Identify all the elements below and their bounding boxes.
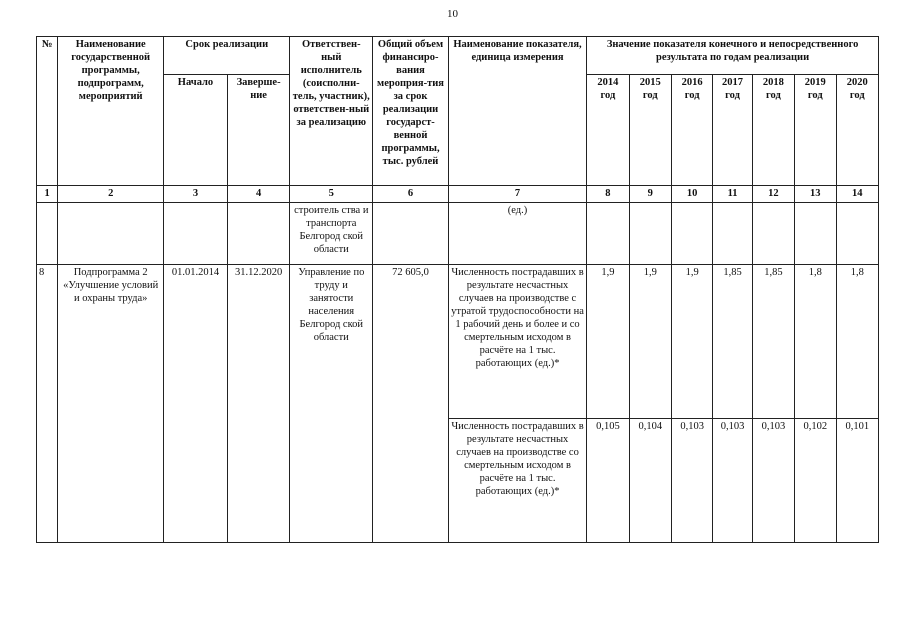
indicator-value: 1,8 bbox=[795, 265, 836, 419]
header-financing: Общий объем финансиро-вания мероприя-тия за срок реализации государст-венной программы, тыс. рублей bbox=[373, 37, 449, 186]
column-number: 8 bbox=[587, 186, 629, 202]
header-executor: Ответствен-ный исполнитель (соисполни-тель, участник), ответствен-ный за реализацию bbox=[290, 37, 373, 186]
indicator-value: 0,103 bbox=[713, 418, 752, 542]
indicator-value: 1,9 bbox=[671, 265, 712, 419]
continuation-executor: строитель ства и транспорта Белгород ской области bbox=[290, 202, 373, 265]
indicator-value: 0,103 bbox=[671, 418, 712, 542]
header-year: 2019 год bbox=[795, 75, 836, 186]
indicator-value: 1,85 bbox=[752, 265, 794, 419]
start-date: 01.01.2014 bbox=[164, 265, 228, 543]
indicator-value: 0,105 bbox=[587, 418, 629, 542]
column-number: 14 bbox=[836, 186, 879, 202]
header-year: 2016 год bbox=[671, 75, 712, 186]
continuation-indicator: (ед.) bbox=[448, 202, 586, 265]
indicator-value: 1,85 bbox=[713, 265, 752, 419]
column-number: 3 bbox=[164, 186, 228, 202]
header-year: 2018 год bbox=[752, 75, 794, 186]
header-start: Начало bbox=[164, 75, 228, 186]
column-number: 13 bbox=[795, 186, 836, 202]
indicator-name: Численность пострадавших в результате несчастных случаев на производстве со смертельным исходом в расчёте на 1 тыс. работающих (ед.)* bbox=[448, 418, 586, 542]
column-number: 1 bbox=[37, 186, 58, 202]
end-date: 31.12.2020 bbox=[227, 265, 290, 543]
table-row bbox=[37, 265, 879, 419]
column-number: 5 bbox=[290, 186, 373, 202]
header-year: 2014 год bbox=[587, 75, 629, 186]
column-number: 6 bbox=[373, 186, 449, 202]
header-end: Заверше-ние bbox=[227, 75, 290, 186]
column-number: 2 bbox=[58, 186, 164, 202]
indicator-value: 0,101 bbox=[836, 418, 879, 542]
column-number: 11 bbox=[713, 186, 752, 202]
header-values-title: Значение показателя конечного и непосредственного результата по годам реализации bbox=[587, 37, 879, 75]
responsible-executor: Управление по труду и занятости населения Белгород ской области bbox=[290, 265, 373, 543]
indicator-value: 1,8 bbox=[836, 265, 879, 419]
indicator-name: Численность пострадавших в результате несчастных случаев на производстве с утратой трудоспособности на 1 рабочий день и более и со смертельным исходом в расчёте на 1 тыс. работающих (ед.)* bbox=[448, 265, 586, 419]
header-year: 2015 год bbox=[629, 75, 671, 186]
indicator-value: 0,102 bbox=[795, 418, 836, 542]
row-number: 8 bbox=[37, 265, 58, 543]
header-year: 2020 год bbox=[836, 75, 879, 186]
indicator-value: 1,9 bbox=[629, 265, 671, 419]
indicator-value: 0,104 bbox=[629, 418, 671, 542]
column-number: 7 bbox=[448, 186, 586, 202]
continuation-row bbox=[37, 202, 879, 265]
column-number: 9 bbox=[629, 186, 671, 202]
program-name: Подпрограмма 2 «Улучшение условий и охраны труда» bbox=[58, 265, 164, 543]
header-year: 2017 год bbox=[713, 75, 752, 186]
column-number: 10 bbox=[671, 186, 712, 202]
column-number-row bbox=[37, 186, 879, 202]
header-program-name: Наименование государственной программы, подпрограмм, мероприятий bbox=[58, 37, 164, 186]
header-num: № bbox=[37, 37, 58, 186]
column-number: 4 bbox=[227, 186, 290, 202]
indicator-value: 0,103 bbox=[752, 418, 794, 542]
header-indicator: Наименование показателя, единица измерения bbox=[448, 37, 586, 186]
column-number: 12 bbox=[752, 186, 794, 202]
indicator-value: 1,9 bbox=[587, 265, 629, 419]
financing-amount: 72 605,0 bbox=[373, 265, 449, 543]
page-number: 10 bbox=[447, 8, 458, 20]
program-table bbox=[36, 36, 879, 543]
header-period: Срок реализации bbox=[164, 37, 290, 75]
